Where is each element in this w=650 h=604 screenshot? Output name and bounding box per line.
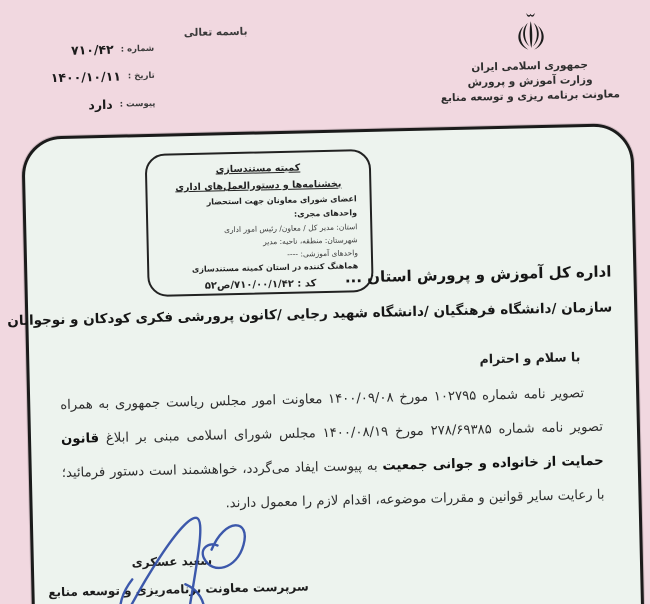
letter-date-row — [51, 68, 155, 85]
org-line-country: جمهوری اسلامی ایران — [471, 58, 589, 74]
signatory-name: سعید عسکری — [131, 553, 213, 570]
ministry-letterhead — [415, 57, 646, 107]
stamp-line: اعضای شورای معاونان جهت استحضار — [206, 194, 357, 207]
salutation-text: با سلام و احترام — [479, 349, 581, 367]
letter-meta-block — [46, 37, 156, 113]
stamp-line: استان: مدیر کل / معاون/ رئیس امور اداری — [223, 222, 358, 235]
org-line-deputy: معاونت برنامه ریزی و توسعه منابع — [440, 88, 621, 105]
attachment-value: دارد — [88, 96, 113, 113]
recipient-line-1: اداره کل آموزش و پرورش استان ... — [344, 262, 612, 287]
number-label: شماره : — [120, 43, 155, 55]
iran-emblem-icon — [509, 11, 552, 58]
stamp-line: واحدهای آموزشی: ---- — [287, 248, 358, 259]
letter-attachment-row — [88, 96, 155, 113]
stamp-code: کد : ۷۱۰/۰۰/۱/۴۲/ص۵۲ — [204, 278, 317, 292]
attachment-label: پیوست : — [119, 98, 156, 110]
date-value: ۱۴۰۰/۱۰/۱۱ — [50, 68, 122, 86]
stamp-line: بخشنامه‌ها و دستورالعمل‌های اداری — [175, 178, 342, 194]
letter-border-frame — [7, 123, 645, 604]
stamp-line: واحدهای مجری: — [293, 208, 358, 219]
body-law-title-bold: قانون حمایت از خانواده و جوانی جمعیت — [60, 431, 604, 474]
signatory-title: سرپرست معاونت برنامه‌ریزی و توسعه منابع — [48, 579, 309, 600]
date-label: تاریخ : — [127, 70, 155, 81]
stamp-line: کمیته مستندسازی — [215, 162, 301, 176]
stamp-line: هماهنگ کننده در استان کمیته مستندسازی — [191, 261, 359, 275]
stamp-line: شهرستان: منطقه، ناحیه: مدیر — [262, 235, 358, 247]
number-value: ۷۱۰/۴۲ — [70, 41, 114, 58]
body-text-part2: به پیوست ایفاد می‌گردد، خواهشمند است دستور فرمائید؛ با رعایت سایر قوانین و مقررات موضوعه، اقدام لازم را معمول دارند. — [61, 458, 605, 512]
body-text-part1: تصویر نامه شماره ۱۰۲۷۹۵ مورخ ۱۴۰۰/۰۹/۰۸ معاونت امور مجلس ریاست جمهوری به همراه تصویر نامه شماره ۲۷۸/۶۹۳۸۵ مورخ ۱۴۰۰/۰۸/۱۹ مجلس شورای اسلامی مبنی بر ابلاغ — [60, 386, 604, 447]
bismillah-text: باسمه تعالی — [183, 25, 248, 40]
letter-number-row — [71, 41, 155, 58]
recipient-line-2: سازمان /دانشگاه فرهنگیان /دانشگاه شهید رجایی /کانون پرورشی فکری کودکان و نوجوانان — [7, 299, 613, 330]
letter-body-paragraph — [60, 377, 605, 525]
org-line-ministry: وزارت آموزش و پرورش — [467, 73, 593, 89]
documentation-committee-stamp — [145, 149, 374, 297]
